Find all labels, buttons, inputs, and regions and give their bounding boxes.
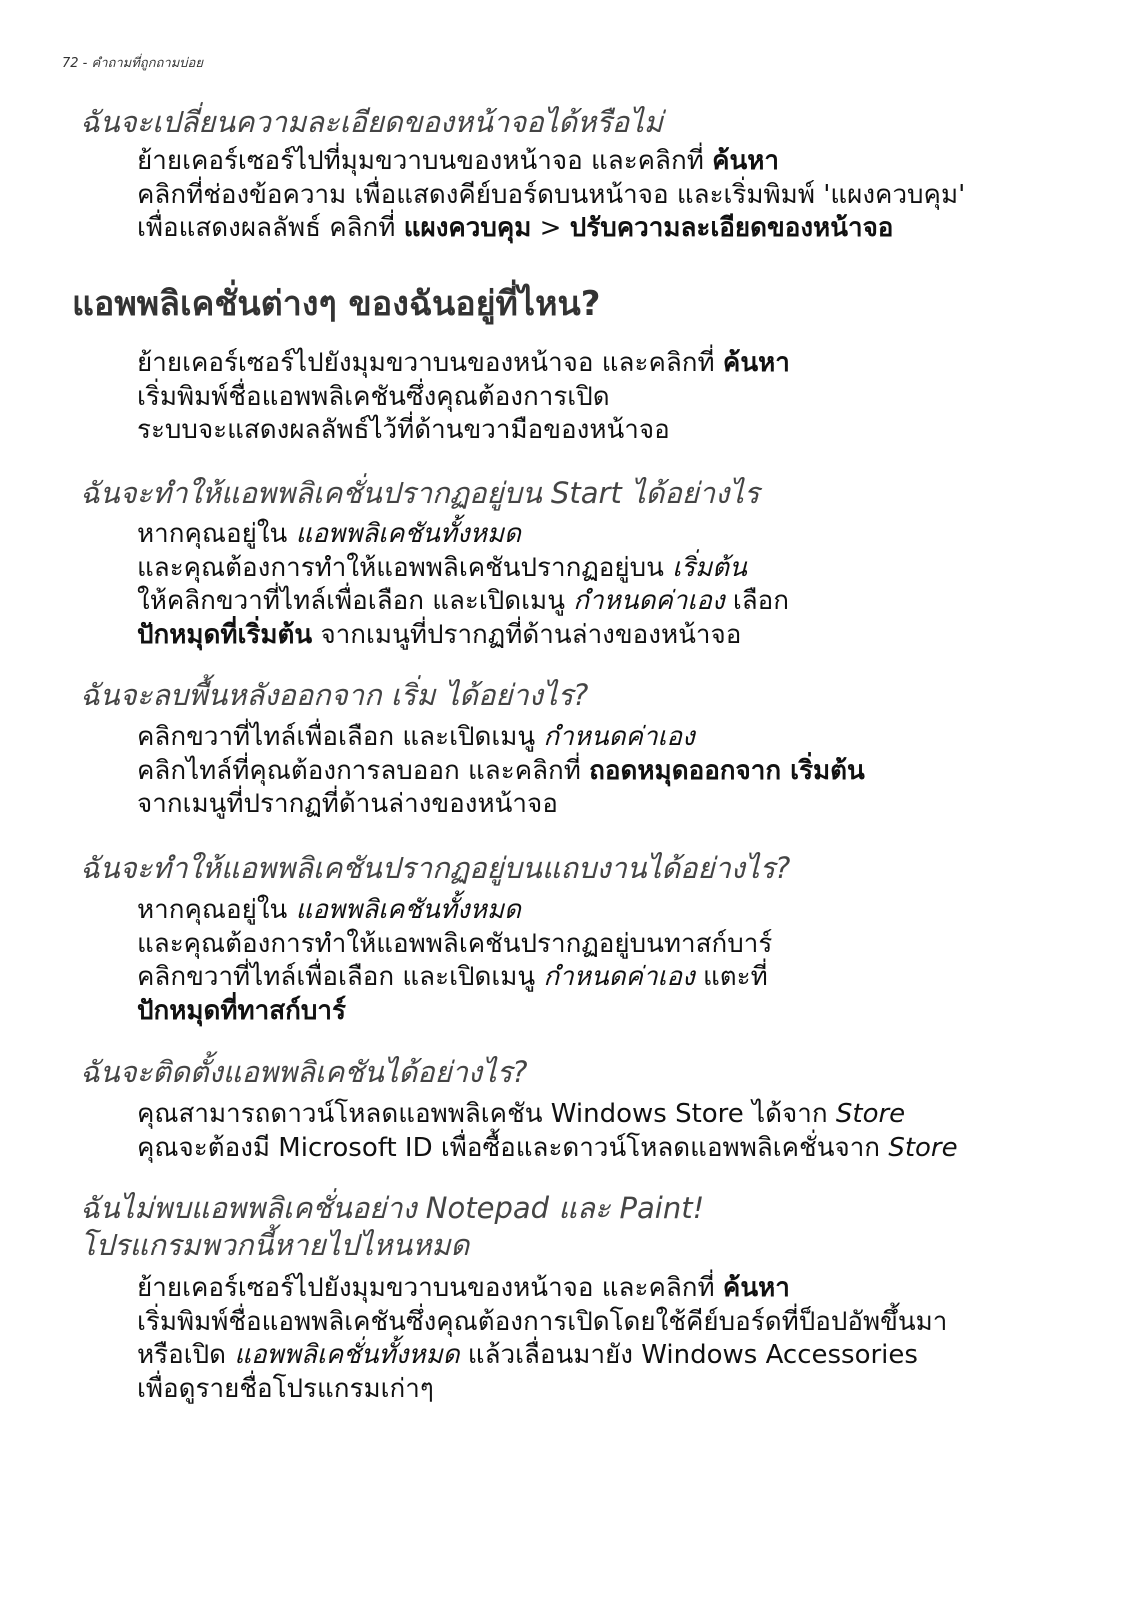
answer-line: ให้คลิกขวาที่ไทล์เพื่อเลือก และเปิดเมนู กำหนดค่าเอง เลือก bbox=[137, 586, 790, 616]
answer-line: หรือเปิด แอพพลิเคชั่นทั้งหมด แล้วเลื่อนมายัง Windows Accessories bbox=[137, 1340, 918, 1370]
answer-line: หากคุณอยู่ใน แอพพลิเคชันทั้งหมด bbox=[137, 895, 521, 925]
answer-line: และคุณต้องการทำให้แอพพลิเคชันปรากฏอยู่บนทาสก์บาร์ bbox=[137, 928, 773, 959]
bold-term: ปักหมุดที่เริ่มต้น bbox=[137, 619, 313, 650]
answer-line: ระบบจะแสดงผลลัพธ์ไว้ที่ด้านขวามือของหน้าจอ bbox=[137, 415, 670, 445]
question-heading-notepad-line2: โปรแกรมพวกนี้หายไปไหนหมด bbox=[80, 1228, 470, 1262]
answer-where-apps bbox=[137, 347, 790, 448]
answer-remove bbox=[137, 721, 865, 822]
answer-line: คุณสามารถดาวน์โหลดแอพพลิเคชัน Windows Store ได้จาก Store bbox=[137, 1099, 906, 1129]
question-heading-resolution: ฉันจะเปลี่ยนความละเอียดของหน้าจอได้หรือไม่ bbox=[80, 105, 663, 139]
answer-line: คลิกขวาที่ไทล์เพื่อเลือก และเปิดเมนู กำหนดค่าเอง แตะที่ bbox=[137, 962, 768, 992]
bold-term: ค้นหา bbox=[722, 348, 790, 378]
question-heading-install: ฉันจะติดตั้งแอพพลิเคชันได้อย่างไร? bbox=[80, 1055, 528, 1089]
answer-line: หากคุณอยู่ใน แอพพลิเคชันทั้งหมด bbox=[137, 519, 521, 549]
question-heading-taskbar: ฉันจะทำให้แอพพลิเคชันปรากฏอยู่บนแถบงานได้อย่างไร? bbox=[80, 851, 791, 885]
answer-start bbox=[137, 518, 789, 652]
bold-term: ปรับความละเอียดของหน้าจอ bbox=[569, 213, 894, 243]
answer-resolution bbox=[137, 145, 965, 246]
question-heading-notepad: ฉันไม่พบแอพพลิเคชั่นอย่าง Notepad และ Paint! bbox=[80, 1191, 705, 1225]
answer-taskbar bbox=[137, 894, 772, 1028]
answer-line: และคุณต้องการทำให้แอพพลิเคชันปรากฏอยู่บน เริ่มต้น bbox=[137, 552, 747, 583]
answer-notepad bbox=[137, 1272, 947, 1406]
answer-line: เพื่อดูรายชื่อโปรแกรมเก่าๆ bbox=[137, 1373, 434, 1404]
answer-line: ย้ายเคอร์เซอร์ไปยังมุมขวาบนของหน้าจอ และคลิกที่ ค้นหา bbox=[137, 348, 790, 378]
question-heading-start: ฉันจะทำให้แอพพลิเคชั่นปรากฏอยู่บน Start ได้อย่างไร bbox=[80, 476, 760, 510]
answer-line: คลิกไทล์ที่คุณต้องการลบออก และคลิกที่ ถอดหมุดออกจาก เริ่มต้น bbox=[137, 755, 865, 786]
bold-term: ถอดหมุดออกจาก เริ่มต้น bbox=[589, 755, 865, 786]
bold-term: ปักหมุดที่ทาสก์บาร์ bbox=[137, 995, 346, 1026]
bold-term: ค้นหา bbox=[712, 146, 780, 176]
question-heading-remove: ฉันจะลบพื้นหลังออกจาก เริ่ม ได้อย่างไร? bbox=[80, 678, 589, 712]
answer-line: ปักหมุดที่เริ่มต้น จากเมนูที่ปรากฏที่ด้านล่างของหน้าจอ bbox=[137, 619, 742, 650]
answer-line: เริ่มพิมพ์ชื่อแอพพลิเคชันซึ่งคุณต้องการเปิดโดยใช้คีย์บอร์ดที่ป็อปอัพขึ้นมา bbox=[137, 1306, 948, 1337]
answer-line: ย้ายเคอร์เซอร์ไปที่มุมขวาบนของหน้าจอ และคลิกที่ ค้นหา bbox=[137, 146, 780, 176]
answer-install bbox=[137, 1098, 958, 1165]
bold-term: แผงควบคุม bbox=[403, 213, 532, 243]
section-heading: แอพพลิเคชั่นต่างๆ ของฉันอยู่ที่ไหน? bbox=[72, 284, 601, 324]
page-header: 72 - คำถามที่ถูกถามบ่อย bbox=[62, 56, 203, 71]
answer-line: คลิกที่ช่องข้อความ เพื่อแสดงคีย์บอร์ดบนหน้าจอ และเริ่มพิมพ์ 'แผงควบคุม' bbox=[137, 179, 966, 210]
answer-line: คุณจะต้องมี Microsoft ID เพื่อซื้อและดาวน์โหลดแอพพลิเคชั่นจาก Store bbox=[137, 1132, 958, 1163]
answer-line: ย้ายเคอร์เซอร์ไปยังมุมขวาบนของหน้าจอ และคลิกที่ ค้นหา bbox=[137, 1273, 790, 1303]
answer-line: คลิกขวาที่ไทล์เพื่อเลือก และเปิดเมนู กำหนดค่าเอง bbox=[137, 722, 695, 752]
answer-line: เพื่อแสดงผลลัพธ์ คลิกที่ แผงควบคุม > ปรับความละเอียดของหน้าจอ bbox=[137, 213, 894, 243]
answer-line: เริ่มพิมพ์ชื่อแอพพลิเคชันซึ่งคุณต้องการเปิด bbox=[137, 381, 610, 412]
answer-line: จากเมนูที่ปรากฏที่ด้านล่างของหน้าจอ bbox=[137, 789, 558, 819]
answer-line bbox=[137, 995, 772, 1029]
bold-term: ค้นหา bbox=[722, 1273, 790, 1303]
